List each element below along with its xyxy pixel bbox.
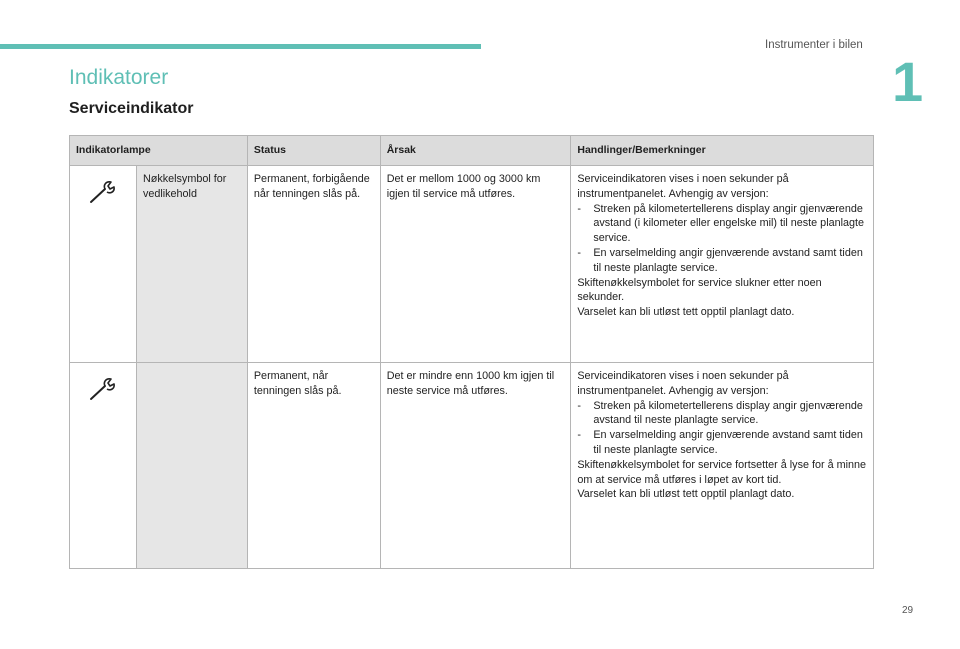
actions-list [577,399,867,458]
actions-note: Varselet kan bli utløst tett opptil planlagt dato. [577,488,795,501]
indicator-table [69,135,874,569]
wrench-icon [88,180,118,206]
table-header-row [70,136,874,166]
actions-intro: Serviceindikatoren vises i noen sekunder på instrumentpanelet. Avhengig av versjon: [577,173,789,200]
section-title: Indikatorer [69,66,169,89]
chapter-number: 1 [892,50,924,113]
column-header-actions: Handlinger/Bemerkninger [571,136,874,166]
indicator-name [136,363,247,569]
subsection-title: Serviceindikator [69,100,194,117]
list-item: - Streken på kilometertellerens display angir gjenværende avstand (i kilometer eller engelske mil) til neste planlagte service. [577,202,865,245]
actions-list [577,202,867,276]
list-item-text: Streken på kilometertellerens display angir gjenværende avstand til neste planlagte service. [593,399,863,427]
actions-note: Varselet kan bli utløst tett opptil planlagt dato. [577,306,795,319]
actions-note: Skiftenøkkelsymbolet for service slukner etter noen sekunder. [577,276,822,304]
list-item: - En varselmelding angir gjenværende avstand samt tiden til neste planlagte service. [577,429,863,456]
indicator-name: Nøkkelsymbol for vedlikehold [136,166,247,363]
column-header-indicator: Indikatorlampe [70,136,248,166]
actions-cell [571,166,874,363]
cause-cell: Det er mindre enn 1000 km igjen til neste service må utføres. [380,363,571,569]
list-item-text: En varselmelding angir gjenværende avstand samt tiden til neste planlagte service. [593,246,863,274]
column-header-status: Status [247,136,380,166]
table-row [70,363,874,569]
column-header-cause: Årsak [380,136,571,166]
actions-intro: Serviceindikatoren vises i noen sekunder på instrumentpanelet. Avhengig av versjon: [577,370,789,397]
list-item: - En varselmelding angir gjenværende avstand samt tiden til neste planlagte service. [577,246,863,274]
list-item-text: En varselmelding angir gjenværende avstand samt tiden til neste planlagte service. [593,429,863,456]
page-number: 29 [902,605,914,616]
list-item: - Streken på kilometertellerens display angir gjenværende avstand til neste planlagte service. [577,399,863,427]
actions-note: Skiftenøkkelsymbolet for service fortsetter å lyse for å minne om at service må utføres i løpet av kort tid. [577,458,866,486]
lamp-cell [70,166,137,363]
wrench-icon [88,377,118,403]
top-accent-bar [0,44,481,49]
chapter-title: Instrumenter i bilen [765,39,863,51]
lamp-cell [70,363,137,569]
status-cell: Permanent, når tenningen slås på. [247,363,380,569]
status-cell: Permanent, forbigående når tenningen slås på. [247,166,380,363]
list-item-text: Streken på kilometertellerens display angir gjenværende avstand (i kilometer eller engelske mil) til neste planlagte service. [593,202,865,245]
table-row [70,166,874,363]
actions-cell [571,363,874,569]
cause-cell: Det er mellom 1000 og 3000 km igjen til service må utføres. [380,166,571,363]
